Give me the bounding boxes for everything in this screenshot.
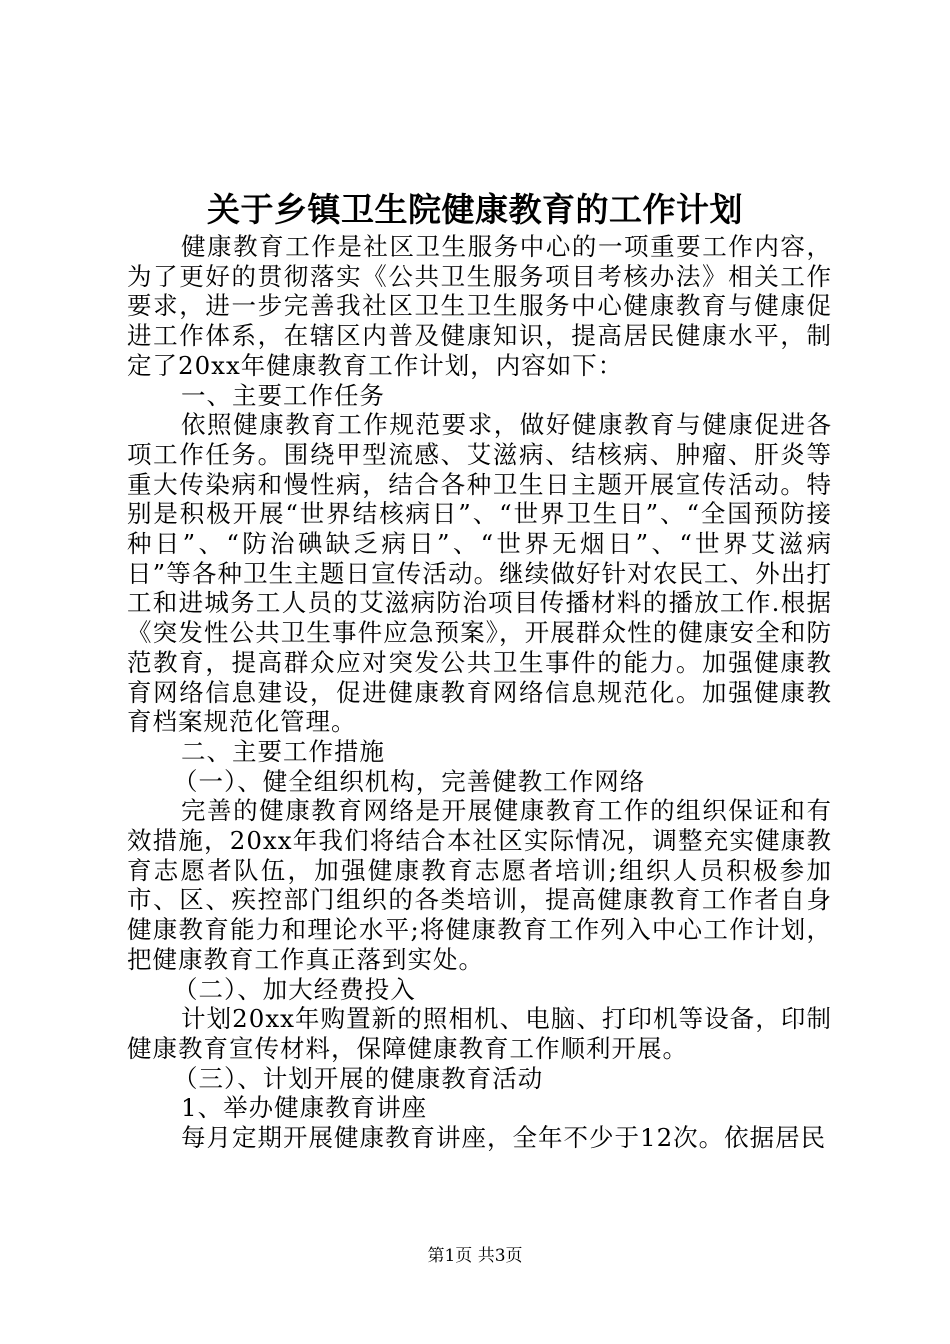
page-number-footer: 第1页 共3页 bbox=[427, 1246, 523, 1266]
intro-paragraph: 健康教育工作是社区卫生服务中心的一项重要工作内容，为了更好的贯彻落实《公共卫生服务项目考核办法》相关工作要求，进一步完善我社区卫生卫生服务中心健康教育与健康促进工作体系，在辖区内普及健康知识，提高居民健康水平，制定了20xx年健康教育工作计划，内容如下： bbox=[127, 232, 832, 380]
subheading-organization: （一）、健全组织机构，完善健教工作网络 bbox=[173, 766, 646, 796]
subheading-funding: （二）、加大经费投入 bbox=[173, 974, 416, 1004]
section-heading-tasks: 一、主要工作任务 bbox=[181, 380, 385, 410]
document-title: 关于乡镇卫生院健康教育的工作计划 bbox=[207, 190, 743, 229]
funding-paragraph: 计划20xx年购置新的照相机、电脑、打印机等设备，印制健康教育宣传材料，保障健康教育工作顺利开展。 bbox=[127, 1004, 832, 1063]
organization-paragraph: 完善的健康教育网络是开展健康教育工作的组织保证和有效措施，20xx年我们将结合本社区实际情况，调整充实健康教育志愿者队伍，加强健康教育志愿者培训;组织人员积极参加市、区、疾控部门组织的各类培训，提高健康教育工作者自身健康教育能力和理论水平;将健康教育工作列入中心工作计划，把健康教育工作真正落到实处。 bbox=[127, 796, 832, 974]
subheading-activities: （三）、计划开展的健康教育活动 bbox=[173, 1063, 544, 1093]
document-body bbox=[127, 232, 832, 1153]
activity-item-lectures: 1、举办健康教育讲座 bbox=[181, 1093, 428, 1123]
tasks-paragraph: 依照健康教育工作规范要求，做好健康教育与健康促进各项工作任务。围绕甲型流感、艾滋病、结核病、肿瘤、肝炎等重大传染病和慢性病，结合各种卫生日主题开展宣传活动。特别是积极开展“世界结核病日”、“世界卫生日”、“全国预防接种日”、“防治碘缺乏病日”、“世界无烟日”、“世界艾滋病日”等各种卫生主题日宣传活动。继续做好针对农民工、外出打工和进城务工人员的艾滋病防治项目传播材料的播放工作.根据《突发性公共卫生事件应急预案》，开展群众性的健康安全和防范教育，提高群众应对突发公共卫生事件的能力。加强健康教育网络信息建设，促进健康教育网络信息规范化。加强健康教育档案规范化管理。 bbox=[127, 410, 832, 737]
lectures-paragraph: 每月定期开展健康教育讲座，全年不少于12次。依据居民 bbox=[181, 1123, 827, 1153]
section-heading-measures: 二、主要工作措施 bbox=[181, 736, 385, 766]
